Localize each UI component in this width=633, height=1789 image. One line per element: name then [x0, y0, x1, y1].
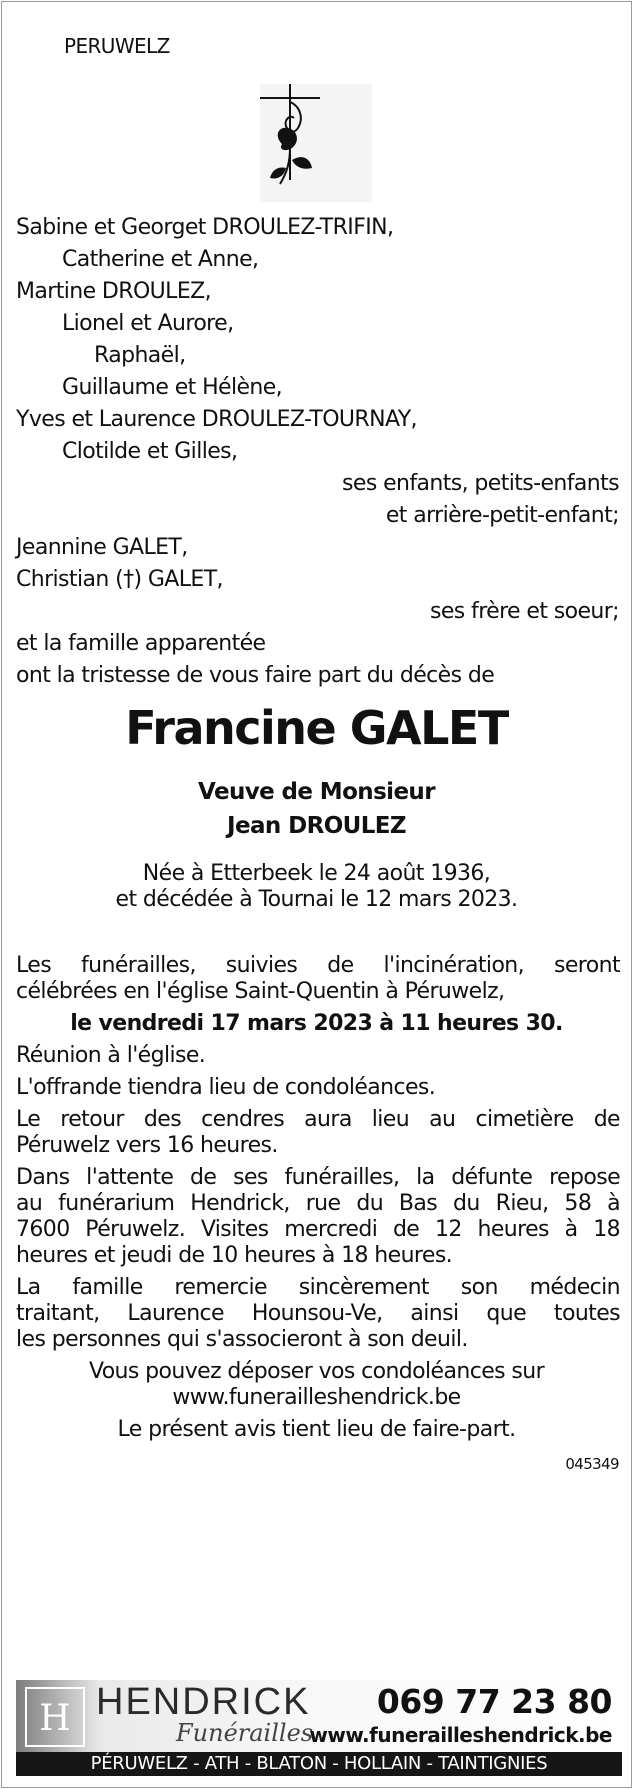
family-line: Catherine et Anne, [62, 247, 259, 272]
death-line: et décédée à Tournai le 12 mars 2023. [115, 887, 518, 912]
visitation-text: 7600 Péruwelz. Visites mercredi de 12 heures à 18 [16, 1217, 620, 1242]
reference-number: 045349 [565, 1455, 619, 1473]
obituary-notice [1, 1, 632, 1788]
family-relation: et arrière-petit-enfant; [385, 503, 619, 528]
family-line: Guillaume et Hélène, [62, 375, 283, 400]
ashes-text: Péruwelz vers 16 heures. [16, 1133, 278, 1158]
family-line: Jeannine GALET, [16, 535, 188, 560]
family-line: Sabine et Georget DROULEZ-TRIFIN, [16, 215, 394, 240]
thanks-text: traitant, Laurence Hounsou-Ve, ainsi que toutes [16, 1301, 620, 1326]
visitation-text: au funérarium Hendrick, rue du Bas du Rieu, 58 à [16, 1191, 620, 1216]
closing-text: Le présent avis tient lieu de faire-part. [117, 1417, 516, 1442]
family-line: Yves et Laurence DROULEZ-TOURNAY, [16, 407, 417, 432]
offering-text: L'offrande tiendra lieu de condoléances. [16, 1075, 436, 1100]
birth-line: Née à Etterbeek le 24 août 1936, [142, 861, 491, 886]
family-line: Christian (†) GALET, [16, 567, 223, 592]
logo-letter: H [39, 1698, 71, 1739]
phone-number[interactable]: 069 77 23 80 [376, 1682, 612, 1721]
funeral-date: le vendredi 17 mars 2023 à 11 heures 30. [70, 1011, 563, 1036]
hendrick-logo-icon [24, 1686, 86, 1748]
funeral-text: Les funérailles, suivies de l'incinération, seront [16, 953, 620, 978]
visitation-text: heures et jeudi de 10 heures à 18 heures. [16, 1243, 453, 1268]
funeral-text: célébrées en l'église Saint-Quentin à Péruwelz, [16, 979, 505, 1004]
spouse-name: Jean DROULEZ [227, 813, 406, 839]
visitation-text: Dans l'attente de ses funérailles, la défunte repose [16, 1165, 620, 1190]
cross-rose-icon [260, 84, 372, 202]
family-line: et la famille apparentée [16, 631, 266, 656]
condolences-link[interactable]: www.funerailleshendrick.be [172, 1385, 461, 1410]
family-line: Martine DROULEZ, [16, 279, 211, 304]
family-line: Raphaël, [94, 343, 186, 368]
family-line: Clotilde et Gilles, [62, 439, 238, 464]
family-line: Lionel et Aurore, [62, 311, 234, 336]
brand-subtitle: Funérailles [176, 1719, 314, 1747]
funeral-home-banner [16, 1680, 622, 1776]
banner-top [16, 1680, 622, 1752]
thanks-text: les personnes qui s'associeront à son deuil. [16, 1327, 468, 1352]
gathering-text: Réunion à l'église. [16, 1043, 206, 1068]
location-header: PERUWELZ [64, 34, 170, 58]
widow-line: Veuve de Monsieur [198, 779, 435, 805]
announcement-line: ont la tristesse de vous faire part du décès de [16, 663, 495, 688]
website-link[interactable]: www.funerailleshendrick.be [309, 1723, 612, 1747]
ashes-text: Le retour des cendres aura lieu au cimetière de [16, 1107, 620, 1132]
condolences-text: Vous pouvez déposer vos condoléances sur [88, 1359, 545, 1384]
banner-bottom [16, 1752, 622, 1776]
family-relation: ses frère et soeur; [430, 599, 619, 624]
towns-list: PÉRUWELZ - ATH - BLATON - HOLLAIN - TAINTIGNIES [90, 1753, 548, 1774]
deceased-name: Francine GALET [125, 701, 508, 755]
thanks-text: La famille remercie sincèrement son médecin [16, 1275, 620, 1300]
brand-name: HENDRICK [96, 1681, 311, 1723]
family-relation: ses enfants, petits-enfants [342, 471, 619, 496]
